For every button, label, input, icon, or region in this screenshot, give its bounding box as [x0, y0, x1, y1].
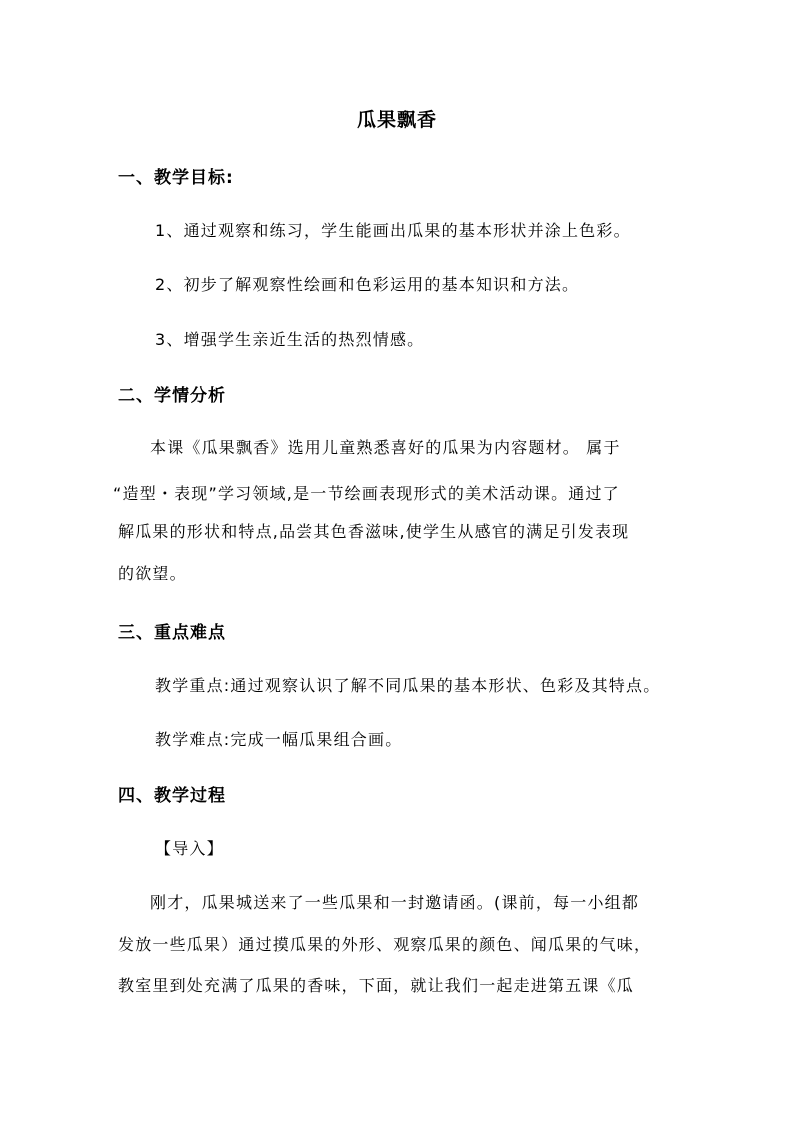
section-heading-objectives: 一、教学目标:	[118, 168, 234, 188]
objective-item-1: 1、通过观察和练习，学生能画出瓜果的基本形状并涂上色彩。	[155, 221, 631, 240]
process-line-2: 发放一些瓜果）通过摸瓜果的外形、观察瓜果的颜色、闻瓜果的气味，	[118, 935, 652, 954]
objective-item-3: 3、增强学生亲近生活的热烈情感。	[155, 330, 425, 349]
section-heading-process: 四、教学过程	[118, 786, 226, 806]
section-heading-key-points: 三、重点难点	[118, 623, 226, 643]
difficulty-text: 教学难点:完成一幅瓜果组合画。	[155, 730, 403, 749]
analysis-line-4: 的欲望。	[118, 564, 187, 583]
key-point-text: 教学重点:通过观察认识了解不同瓜果的基本形状、色彩及其特点。	[155, 676, 661, 695]
section-heading-analysis: 二、学情分析	[118, 386, 226, 406]
process-line-1: 刚才，瓜果城送来了一些瓜果和一封邀请函。(课前，每一小组都	[150, 893, 640, 912]
document-title: 瓜果飘香	[356, 109, 437, 131]
subheading-intro: 【导入】	[155, 839, 224, 858]
process-line-3: 教室里到处充满了瓜果的香味，下面，就让我们一起走进第五课《瓜	[118, 976, 635, 995]
analysis-line-1: 本课《瓜果飘香》选用儿童熟悉喜好的瓜果为内容题材。 属于	[150, 438, 621, 457]
analysis-line-2: “造型・表现”学习领域,是一节绘画表现形式的美术活动课。通过了	[113, 484, 620, 503]
analysis-line-3: 解瓜果的形状和特点,品尝其色香滋味,使学生从感官的满足引发表现	[118, 522, 630, 541]
objective-item-2: 2、初步了解观察性绘画和色彩运用的基本知识和方法。	[155, 275, 580, 294]
